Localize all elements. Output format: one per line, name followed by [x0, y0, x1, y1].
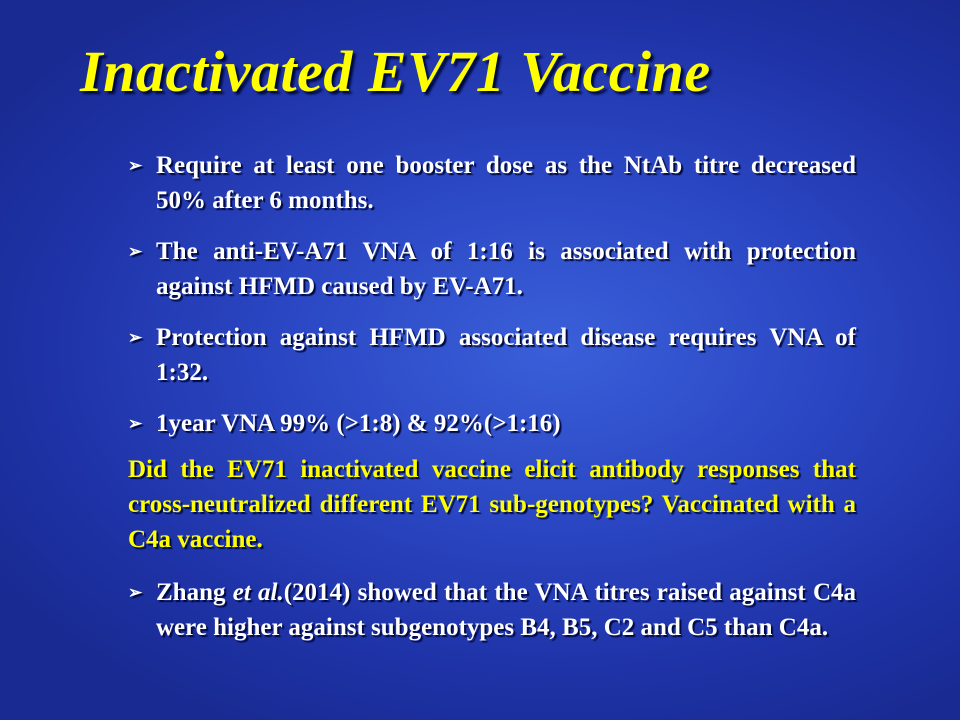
arrow-bullet-icon: ➢: [128, 156, 143, 175]
question-text: Did the EV71 inactivated vaccine elicit antibody responses that cross-neutralized different EV71 sub-genotypes? Vaccinated with a C4a vaccine.: [128, 456, 856, 553]
bullet-item: [128, 320, 856, 390]
arrow-bullet-icon: ➢: [128, 414, 143, 433]
slide-content: [128, 148, 856, 457]
arrow-bullet-icon: ➢: [128, 328, 143, 347]
bullet-text: Require at least one booster dose as the NtAb titre decreased 50% after 6 months.: [156, 152, 856, 214]
bullet-item: [128, 234, 856, 304]
bullet-item: [128, 148, 856, 218]
bullet-item: [128, 406, 856, 441]
arrow-bullet-icon: ➢: [128, 242, 143, 261]
bullet-rest: (2014) showed that the VNA titres raised against C4a were higher against subgenotypes B4, B5, C2 and C5 than C4a.: [156, 579, 856, 641]
bullet-text: The anti-EV-A71 VNA of 1:16 is associated with protection against HFMD caused by EV-A71.: [156, 238, 856, 300]
author-name: Zhang: [156, 579, 233, 606]
arrow-bullet-icon: ➢: [128, 583, 143, 602]
bullet-text: Protection against HFMD associated disease requires VNA of 1:32.: [156, 324, 856, 386]
final-block: [128, 575, 856, 661]
question-block: [128, 452, 856, 573]
et-al-italic: et al.: [232, 579, 284, 606]
bullet-text: 1year VNA 99% (>1:8) & 92%(>1:16): [156, 410, 561, 437]
bullet-item: [128, 575, 856, 645]
bullet-text: [156, 579, 856, 641]
slide-title: Inactivated EV71 Vaccine: [80, 39, 711, 104]
